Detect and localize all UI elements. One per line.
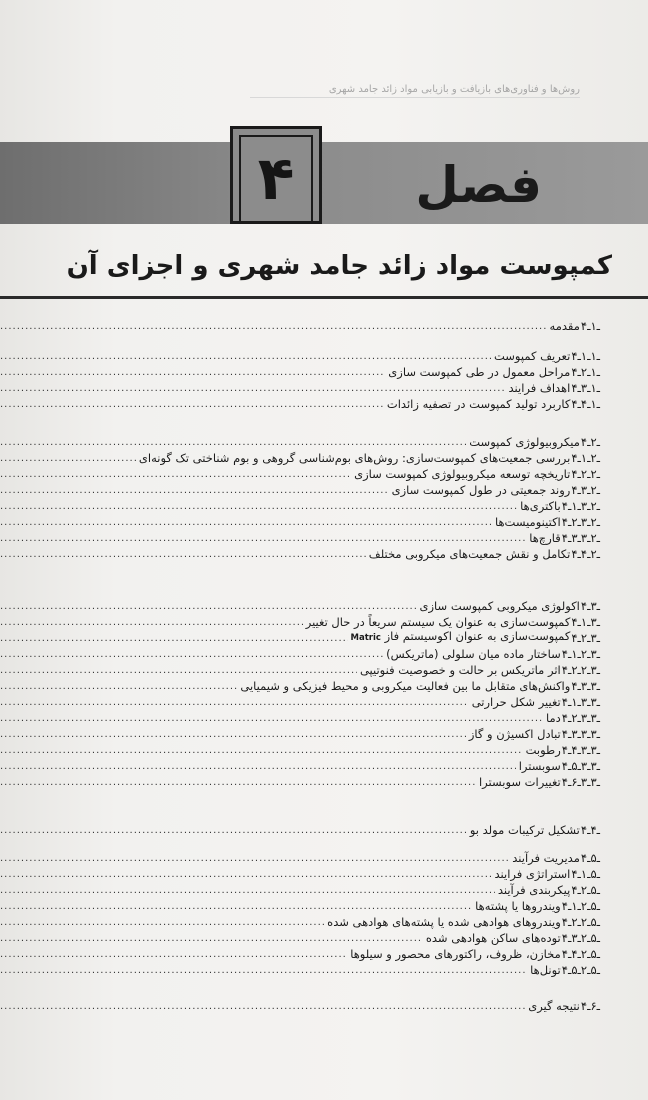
- toc-leader-dots: [0, 963, 527, 978]
- toc-entry: [0, 348, 600, 364]
- toc-entry: [0, 380, 600, 396]
- toc-entry: [0, 898, 600, 914]
- toc-entry-title-text: ویندروها یا پشته‌ها: [475, 899, 561, 913]
- toc-entry-title: [543, 711, 561, 726]
- toc-entry: [0, 482, 600, 498]
- toc-entry-title: [523, 743, 561, 758]
- chapter-label: فصل: [415, 156, 542, 214]
- toc-entry-number: ۴ـ۴ـ: [580, 823, 600, 837]
- toc-entry: [0, 434, 600, 450]
- toc-entry-title: [423, 931, 561, 946]
- toc-entry: [0, 466, 600, 482]
- toc-entry-number: ۴ـ۵ـ۲ـ۱ـ: [561, 899, 600, 913]
- toc-entry-title: [237, 679, 570, 694]
- toc-entry: [0, 364, 600, 380]
- toc-leader-dots: [0, 867, 492, 882]
- toc-entry-title-text: اهداف فرایند: [508, 381, 571, 395]
- toc-entry: [0, 946, 600, 962]
- toc-leader-dots: [0, 695, 469, 710]
- toc-entry-title-text: اثر ماتریکس بر حالت و خصوصیت فنوتیپی: [359, 663, 561, 677]
- toc-entry-number: ۴ـ۵ـ۱ـ: [571, 867, 600, 881]
- toc-entry: [0, 726, 600, 742]
- toc-leader-dots: [0, 435, 466, 450]
- toc-leader-dots: [0, 515, 492, 530]
- toc-leader-dots: [0, 365, 385, 380]
- toc-leader-dots: [0, 647, 383, 662]
- toc-entry-title-text: تکامل و نقش جمعیت‌های میکروبی مختلف: [368, 547, 571, 561]
- toc-entry-number: ۴ـ۳ـ۳ـ۶ـ: [561, 775, 600, 789]
- toc-leader-dots: [0, 883, 495, 898]
- toc-leader-dots: [0, 631, 348, 646]
- toc-entry-number: ۴ـ۳ـ۳ـ۴ـ: [561, 743, 600, 757]
- toc-leader-dots: [0, 349, 491, 364]
- toc-entry-number: ۴ـ۶ـ: [580, 999, 600, 1013]
- toc-leader-dots: [0, 679, 237, 694]
- toc-entry-title: [527, 963, 561, 978]
- toc-entry-title: [547, 319, 580, 334]
- toc-entry-title-text: پیکربندی فرآیند: [497, 883, 571, 897]
- toc-entry: [0, 998, 600, 1014]
- toc-entry-number: ۴ـ۲ـ۲ـ: [571, 467, 600, 481]
- toc-entry-title-text: تاریخچه توسعه میکروبیولوژی کمپوست سازی: [354, 467, 571, 481]
- toc-entry-title: [492, 515, 561, 530]
- toc-entry-title-text: رطوبت: [525, 743, 561, 757]
- toc-entry: [0, 742, 600, 758]
- toc-entry-number: ۴ـ۲ـ۳ـ۲ـ: [561, 515, 600, 529]
- toc-entry-title-text: روند جمعیتی در طول کمپوست سازی: [391, 483, 571, 497]
- toc-entry: [0, 530, 600, 546]
- toc-entry-title-text: دما: [545, 711, 561, 725]
- toc-entry: [0, 396, 600, 412]
- toc-leader-dots: [0, 759, 516, 774]
- toc-entry-title: [469, 695, 561, 710]
- toc-entry-title-text: مراحل معمول در طی کمپوست سازی: [388, 365, 571, 379]
- toc-entry-title-text: تعریف کمپوست: [493, 349, 571, 363]
- chapter-number: ۴: [239, 135, 313, 221]
- toc-entry-latin-term: Matric: [350, 633, 381, 643]
- toc-entry: [0, 758, 600, 774]
- toc-leader-dots: [0, 823, 467, 838]
- toc-entry-title: [136, 451, 570, 466]
- toc-entry-number: ۴ـ۳ـ۳ـ: [571, 679, 600, 693]
- toc-entry: [0, 866, 600, 882]
- toc-entry-title: [324, 915, 561, 930]
- toc-entry-title-text: استراتژی فرایند: [494, 867, 571, 881]
- title-divider: [0, 296, 648, 299]
- toc-entry-title: [516, 759, 561, 774]
- toc-entry-title-text: توده‌های ساکن هوادهی شده: [425, 931, 561, 945]
- toc-entry-title-text: مدیریت فرآیند: [512, 851, 580, 865]
- toc-entry: [0, 914, 600, 930]
- toc-entry-number: ۴ـ۳ـ۲ـ۲ـ: [561, 663, 600, 677]
- toc-entry: [0, 498, 600, 514]
- toc-entry-title-text: نتیجه گیری: [528, 999, 580, 1013]
- toc-leader-dots: [0, 947, 347, 962]
- toc-entry: [0, 850, 600, 866]
- toc-leader-dots: [0, 663, 357, 678]
- toc-leader-dots: [0, 743, 523, 758]
- toc-entry: [0, 678, 600, 694]
- toc-entry-number: ۴ـ۱ـ۳ـ: [571, 381, 600, 395]
- toc-entry-number: ۴ـ۵ـ۲ـ۵ـ: [561, 963, 600, 977]
- toc-entry-title: [525, 999, 580, 1014]
- toc-entry-title-text: کاربرد تولید کمپوست در تصفیه زائدات: [386, 397, 571, 411]
- toc-leader-dots: [0, 319, 547, 334]
- toc-entry: [0, 774, 600, 790]
- toc-entry: [0, 630, 600, 646]
- toc-leader-dots: [0, 467, 351, 482]
- toc-entry-number: ۴ـ۳ـ۲ـ: [571, 631, 600, 645]
- toc-entry-title-text: میکروبیولوژی کمپوست: [469, 435, 580, 449]
- toc-entry-title: [466, 435, 580, 450]
- toc-entry: [0, 694, 600, 710]
- toc-entry-title-text: اکتینومیست‌ها: [494, 515, 561, 529]
- toc-entry-title-text: اکولوژی میکروبی کمپوست سازی: [419, 599, 580, 613]
- toc-entry-number: ۴ـ۳ـ۳ـ۳ـ: [561, 727, 600, 741]
- toc-entry-title-text: کمپوست‌سازی به عنوان یک سیستم سریعاً در حال تغییر: [305, 615, 571, 629]
- toc-entry-title: [509, 851, 580, 866]
- toc-entry-title: [491, 349, 570, 364]
- toc-entry-number: ۴ـ۳ـ۳ـ۱ـ: [561, 695, 600, 709]
- toc-entry-number: ۴ـ۱ـ۲ـ: [571, 365, 600, 379]
- toc-leader-dots: [0, 727, 466, 742]
- toc-entry-title-text: کمپوست‌سازی به عنوان اکوسیستم فاز: [384, 629, 571, 643]
- toc-entry-title-text: تبادل اکسیژن و گاز: [468, 727, 561, 741]
- toc-leader-dots: [0, 531, 526, 546]
- toc-entry-title: [476, 775, 561, 790]
- toc-leader-dots: [0, 483, 389, 498]
- toc-leader-dots: [0, 547, 366, 562]
- toc-entry-title-text: سوبسترا: [518, 759, 561, 773]
- toc-entry-number: ۴ـ۲ـ۳ـ۳ـ: [561, 531, 600, 545]
- toc-entry: [0, 962, 600, 978]
- chapter-number-box: [230, 126, 322, 224]
- toc-entry-title-text: قارچ‌ها: [529, 531, 561, 545]
- toc-entry: [0, 710, 600, 726]
- toc-entry-title: [385, 365, 570, 380]
- toc-entry-title: [384, 397, 570, 412]
- toc-entry-title: [466, 727, 561, 742]
- toc-entry-number: ۴ـ۳ـ۳ـ۲ـ: [561, 711, 600, 725]
- toc-entry-title-text: ساختار ماده میان سلولی (ماتریکس): [386, 647, 561, 661]
- toc-entry-number: ۴ـ۳ـ۱ـ: [571, 615, 600, 629]
- toc-entry-title-text: باکتری‌ها: [520, 499, 561, 513]
- toc-entry: [0, 546, 600, 562]
- toc-entry-number: ۴ـ۳ـ۲ـ۱ـ: [561, 647, 600, 661]
- toc-leader-dots: [0, 851, 509, 866]
- toc-leader-dots: [0, 615, 303, 630]
- toc-entry-title: [348, 629, 571, 646]
- toc-entry: [0, 318, 600, 334]
- toc-entry-title: [495, 883, 570, 898]
- toc-entry-number: ۴ـ۵ـ۲ـ۴ـ: [561, 947, 600, 961]
- toc-leader-dots: [0, 451, 136, 466]
- toc-leader-dots: [0, 397, 384, 412]
- toc-entry-title: [416, 599, 579, 614]
- toc-entry-number: ۴ـ۱ـ۱ـ: [571, 349, 600, 363]
- toc-entry-number: ۴ـ۲ـ: [580, 435, 600, 449]
- toc-entry-title: [389, 483, 571, 498]
- toc-entry-title-text: تشکیل ترکیبات مولد بو: [469, 823, 580, 837]
- toc-entry-title-text: مخازن، ظروف، راکتورهای محصور و سیلوها: [350, 947, 561, 961]
- toc-entry-title: [303, 615, 571, 630]
- toc-leader-dots: [0, 999, 525, 1014]
- toc-entry-title-text: تونل‌ها: [530, 963, 561, 977]
- toc-entry-title: [492, 867, 571, 882]
- toc-entry: [0, 598, 600, 614]
- toc-entry-title-text: ویندروهای هوادهی شده یا پشته‌های هوادهی شده: [327, 915, 561, 929]
- toc-entry-number: ۴ـ۱ـ۴ـ: [571, 397, 600, 411]
- toc-entry: [0, 930, 600, 946]
- toc-entry: [0, 882, 600, 898]
- toc-entry: [0, 614, 600, 630]
- toc-entry-number: ۴ـ۲ـ۳ـ: [571, 483, 600, 497]
- toc-entry-title: [383, 647, 561, 662]
- toc-entry-title: [472, 899, 561, 914]
- toc-entry-title: [357, 663, 561, 678]
- toc-leader-dots: [0, 711, 543, 726]
- chapter-title: کمپوست مواد زائد جامد شهری و اجزای آن: [66, 251, 612, 281]
- toc-entry-number: ۴ـ۱ـ: [580, 319, 600, 333]
- toc-leader-dots: [0, 899, 472, 914]
- toc-leader-dots: [0, 775, 476, 790]
- toc-entry-title-text: بررسی جمعیت‌های کمپوست‌سازی: روش‌های بوم‌شناسی گروهی و بوم شناختی تک گونه‌ای: [138, 451, 571, 465]
- toc-leader-dots: [0, 915, 324, 930]
- running-head: روش‌ها و فناوری‌های بازیافت و بازیابی مواد زائد جامد شهری: [250, 84, 580, 98]
- toc-entry: [0, 662, 600, 678]
- toc-leader-dots: [0, 599, 416, 614]
- toc-entry-title: [467, 823, 580, 838]
- toc-leader-dots: [0, 381, 506, 396]
- toc-entry: [0, 646, 600, 662]
- toc-entry-number: ۴ـ۵ـ: [580, 851, 600, 865]
- toc-entry-number: ۴ـ۲ـ۳ـ۱ـ: [561, 499, 600, 513]
- chapter-banner: [0, 142, 648, 224]
- toc-entry: [0, 450, 600, 466]
- toc-entry-title: [517, 499, 561, 514]
- toc-entry-number: ۴ـ۲ـ۴ـ: [571, 547, 600, 561]
- toc-entry-title: [347, 947, 561, 962]
- toc-leader-dots: [0, 931, 423, 946]
- toc-entry-number: ۴ـ۳ـ: [580, 599, 600, 613]
- toc-leader-dots: [0, 499, 517, 514]
- toc-entry-title-text: واکنش‌های متقابل ما بین فعالیت میکروبی و محیط فیزیکی و شیمیایی: [240, 679, 571, 693]
- toc-entry-title: [366, 547, 571, 562]
- toc-entry: [0, 822, 600, 838]
- toc-entry: [0, 514, 600, 530]
- toc-entry-title: [506, 381, 571, 396]
- toc-entry-number: ۴ـ۳ـ۳ـ۵ـ: [561, 759, 600, 773]
- toc-entry-title-text: تغییرات سوبسترا: [478, 775, 561, 789]
- toc-entry-title-text: مقدمه: [549, 319, 580, 333]
- toc-entry-number: ۴ـ۵ـ۲ـ۳ـ: [561, 931, 600, 945]
- toc-entry-title: [526, 531, 561, 546]
- toc-entry-number: ۴ـ۲ـ۱ـ: [571, 451, 600, 465]
- toc-entry-number: ۴ـ۵ـ۲ـ: [571, 883, 600, 897]
- toc-entry-title: [351, 467, 570, 482]
- toc-entry-title-text: تغییر شکل حرارتی: [471, 695, 561, 709]
- toc-entry-number: ۴ـ۵ـ۲ـ۲ـ: [561, 915, 600, 929]
